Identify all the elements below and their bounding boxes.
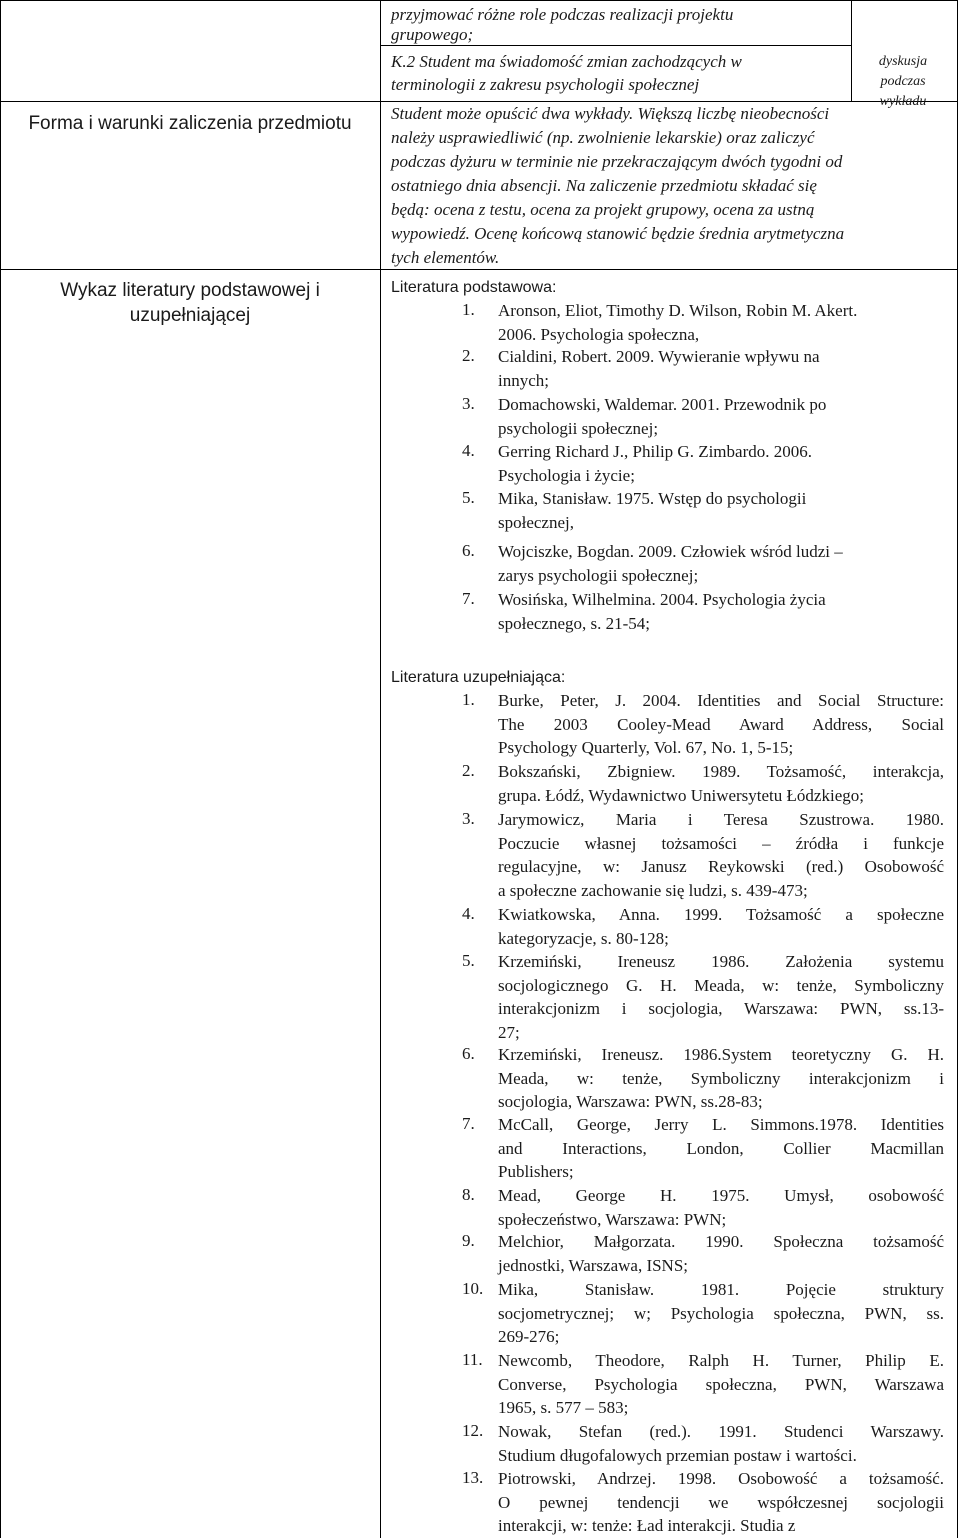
reference-entry bbox=[498, 345, 944, 393]
zaliczenie-line: będą: ocena z testu, ocena za projekt grupowy, ocena za ustną bbox=[391, 200, 815, 219]
reference-entry bbox=[498, 903, 944, 950]
zaliczenie-line: ostatniego dnia absencji. Na zaliczenie przedmiotu składać się bbox=[391, 176, 817, 195]
reference-entry bbox=[498, 760, 944, 807]
reference-number: 12. bbox=[462, 1421, 484, 1440]
reference-entry bbox=[498, 1043, 944, 1114]
reference-line: Converse, Psychologia społeczna, PWN, Warszawa bbox=[498, 1374, 944, 1394]
reference-entry bbox=[498, 1420, 944, 1467]
reference-line: Krzemiński, Ireneusz 1986. Założenia systemu bbox=[498, 952, 944, 971]
reference-line: Domachowski, Waldemar. 2001. Przewodnik po bbox=[498, 395, 827, 414]
method-column-divider bbox=[851, 0, 852, 101]
reference-entry bbox=[498, 393, 944, 441]
reference-number: 5. bbox=[462, 951, 475, 970]
reference-entry bbox=[498, 1349, 944, 1420]
reference-number: 5. bbox=[462, 488, 475, 507]
zaliczenie-line: podczas dyżuru w terminie nie przekraczającym dwóch tygodni od bbox=[391, 152, 843, 171]
reference-line: Poczucie własnej tożsamości – źródła i funkcje bbox=[498, 833, 944, 853]
reference-line: Mika, Stanisław. 1981. Pojęcie struktury bbox=[498, 1280, 944, 1299]
reference-number: 7. bbox=[462, 1114, 475, 1133]
reference-line: Newcomb, Theodore, Ralph H. Turner, Philip E. bbox=[498, 1351, 944, 1370]
reference-line: 27; bbox=[498, 1022, 520, 1042]
reference-number: 13. bbox=[462, 1468, 484, 1487]
zaliczenie-line: tych elementów. bbox=[391, 248, 500, 267]
reference-line: Krzemiński, Ireneusz. 1986.System teoretyczny G. H. bbox=[498, 1045, 944, 1064]
reference-entry bbox=[498, 950, 944, 1044]
reference-line: Kwiatkowska, Anna. 1999. Tożsamość a społeczne bbox=[498, 905, 944, 924]
reference-entry bbox=[498, 1184, 944, 1231]
reference-line: and Interactions, London, Collier Macmillan bbox=[498, 1138, 944, 1158]
reference-entry bbox=[498, 1113, 944, 1184]
reference-line: regulacyjne, w: Janusz Reykowski (red.) Osobowość bbox=[498, 857, 944, 876]
reference-line: jednostki, Warszawa, ISNS; bbox=[498, 1255, 689, 1275]
reference-entry bbox=[498, 588, 944, 636]
table-border-right bbox=[957, 0, 958, 1538]
reference-line: Aronson, Eliot, Timothy D. Wilson, Robin M. Akert. bbox=[498, 301, 858, 320]
reference-line: społecznej, bbox=[498, 513, 574, 532]
reference-number: 10. bbox=[462, 1279, 484, 1298]
reference-line: interakcji, w: tenże: Ład interakcji. Studia z bbox=[498, 1516, 796, 1535]
reference-line: McCall, George, Jerry L. Simmons.1978. Identities bbox=[498, 1115, 944, 1134]
reference-line: Cialdini, Robert. 2009. Wywieranie wpływu na bbox=[498, 347, 820, 366]
reference-line: Wojciszke, Bogdan. 2009. Człowiek wśród ludzi – bbox=[498, 542, 843, 561]
reference-line: a społeczne zachowanie się ludzi, s. 439-473; bbox=[498, 880, 808, 900]
reference-number: 4. bbox=[462, 441, 475, 460]
reference-line: innych; bbox=[498, 371, 549, 390]
reference-number: 4. bbox=[462, 904, 475, 923]
forma-label: Forma i warunki zaliczenia przedmiotu bbox=[28, 113, 352, 134]
reference-line: grupa. Łódź, Wydawnictwo Uniwersytetu Łódzkiego; bbox=[498, 785, 864, 805]
method-line: dyskusja bbox=[878, 54, 928, 69]
reference-entry bbox=[498, 440, 944, 488]
reference-line: kategoryzacje, s. 80-128; bbox=[498, 928, 669, 948]
row-divider-literatura bbox=[0, 269, 958, 270]
reference-entry bbox=[498, 1278, 944, 1349]
reference-line: socjometrycznej; w; Psychologia społeczna, PWN, ss. bbox=[498, 1303, 944, 1323]
reference-line: Nowak, Stefan (red.). 1991. Studenci Warszawy. bbox=[498, 1422, 944, 1441]
reference-number: 2. bbox=[462, 346, 475, 365]
reference-line: Jarymowicz, Maria i Teresa Szustrowa. 1980. bbox=[498, 810, 944, 829]
reference-line: psychologii społecznej; bbox=[498, 419, 659, 438]
reference-line: The 2003 Cooley-Mead Award Address, Social bbox=[498, 714, 944, 734]
reference-number: 8. bbox=[462, 1185, 475, 1204]
k2-text-line2: terminologii z zakresu psychologii społecznej bbox=[391, 75, 700, 94]
literatura-podstawowa-heading: Literatura podstawowa: bbox=[391, 279, 557, 296]
reference-line: 269-276; bbox=[498, 1327, 560, 1346]
reference-line: Mead, George H. 1975. Umysł, osobowość bbox=[498, 1186, 944, 1205]
reference-line: Publishers; bbox=[498, 1162, 574, 1181]
reference-line: Melchior, Małgorzata. 1990. Społeczna tożsamość bbox=[498, 1232, 944, 1251]
reference-number: 9. bbox=[462, 1231, 475, 1250]
method-cell bbox=[853, 52, 953, 112]
table-border-top bbox=[0, 0, 958, 1]
reference-line: zarys psychologii społecznej; bbox=[498, 566, 699, 585]
zaliczenie-line: wypowiedź. Ocenę końcową stanowić będzie średnia arytmetyczna bbox=[391, 224, 845, 243]
k2-text-line1: K.2 Student ma świadomość zmian zachodzących w bbox=[391, 52, 742, 71]
reference-entry bbox=[498, 540, 944, 588]
reference-entry bbox=[498, 689, 944, 760]
reference-number: 11. bbox=[462, 1350, 483, 1369]
literatura-uzupelniajaca-heading: Literatura uzupełniająca: bbox=[391, 669, 566, 686]
reference-line: Piotrowski, Andrzej. 1998. Osobowość a tożsamość. bbox=[498, 1469, 944, 1488]
reference-line: Psychology Quarterly, Vol. 67, No. 1, 5-15; bbox=[498, 738, 794, 757]
reference-entry bbox=[498, 299, 944, 347]
reference-line: 2006. Psychologia społeczna, bbox=[498, 325, 700, 344]
reference-line: Wosińska, Wilhelmina. 2004. Psychologia życia bbox=[498, 590, 826, 609]
zaliczenie-line: należy usprawiedliwić (np. zwolnienie lekarskie) oraz zaliczyć bbox=[391, 128, 815, 147]
reference-line: 1965, s. 577 – 583; bbox=[498, 1398, 629, 1417]
reference-line: społecznego, s. 21-54; bbox=[498, 614, 651, 633]
reference-line: interakcjonizm i socjologia, Warszawa: PWN, ss.13- bbox=[498, 999, 944, 1018]
reference-line: Studium długofalowych przemian postaw i wartości. bbox=[498, 1445, 857, 1465]
reference-line: Burke, Peter, J. 2004. Identities and Social Structure: bbox=[498, 691, 944, 710]
reference-line: Meada, w: tenże, Symboliczny interakcjonizm i bbox=[498, 1068, 944, 1088]
method-line: podczas bbox=[880, 74, 926, 89]
effect-text-line2: grupowego; bbox=[391, 25, 474, 44]
reference-line: Psychologia i życie; bbox=[498, 466, 635, 485]
reference-line: Mika, Stanisław. 1975. Wstęp do psychologii bbox=[498, 489, 807, 508]
reference-entry bbox=[498, 1230, 944, 1277]
reference-line: Bokszański, Zbigniew. 1989. Tożsamość, interakcja, bbox=[498, 762, 944, 781]
reference-line: socjologia, Warszawa: PWN, ss.28-83; bbox=[498, 1092, 763, 1111]
row-divider-forma bbox=[0, 101, 958, 102]
reference-line: Gerring Richard J., Philip G. Zimbardo. 2006. bbox=[498, 442, 812, 461]
table-border-left bbox=[0, 0, 1, 1538]
zaliczenie-line: Student może opuścić dwa wykłady. Większą liczbę nieobecności bbox=[391, 104, 830, 123]
reference-number: 7. bbox=[462, 589, 475, 608]
reference-number: 6. bbox=[462, 1044, 475, 1063]
reference-line: społeczeństwo, Warszawa: PWN; bbox=[498, 1209, 727, 1229]
reference-number: 6. bbox=[462, 541, 475, 560]
reference-number: 2. bbox=[462, 761, 475, 780]
method-line: wykładu bbox=[879, 94, 927, 109]
reference-number: 3. bbox=[462, 809, 475, 828]
reference-line: O pewnej tendencji we współczesnej socjologii bbox=[498, 1492, 944, 1512]
reference-line: socjologicznego G. H. Meada, w: tenże, Symboliczny bbox=[498, 975, 944, 995]
reference-entry bbox=[498, 487, 944, 535]
reference-entry bbox=[498, 1467, 944, 1538]
effect-text-line1: przyjmować różne role podczas realizacji projektu bbox=[391, 5, 734, 24]
reference-number: 1. bbox=[462, 690, 475, 709]
table-divider-column bbox=[380, 0, 381, 1538]
reference-entry bbox=[498, 808, 944, 902]
reference-number: 3. bbox=[462, 394, 475, 413]
reference-number: 1. bbox=[462, 300, 475, 319]
wykaz-label: Wykaz literatury podstawowej i uzupełniającej bbox=[60, 280, 320, 326]
